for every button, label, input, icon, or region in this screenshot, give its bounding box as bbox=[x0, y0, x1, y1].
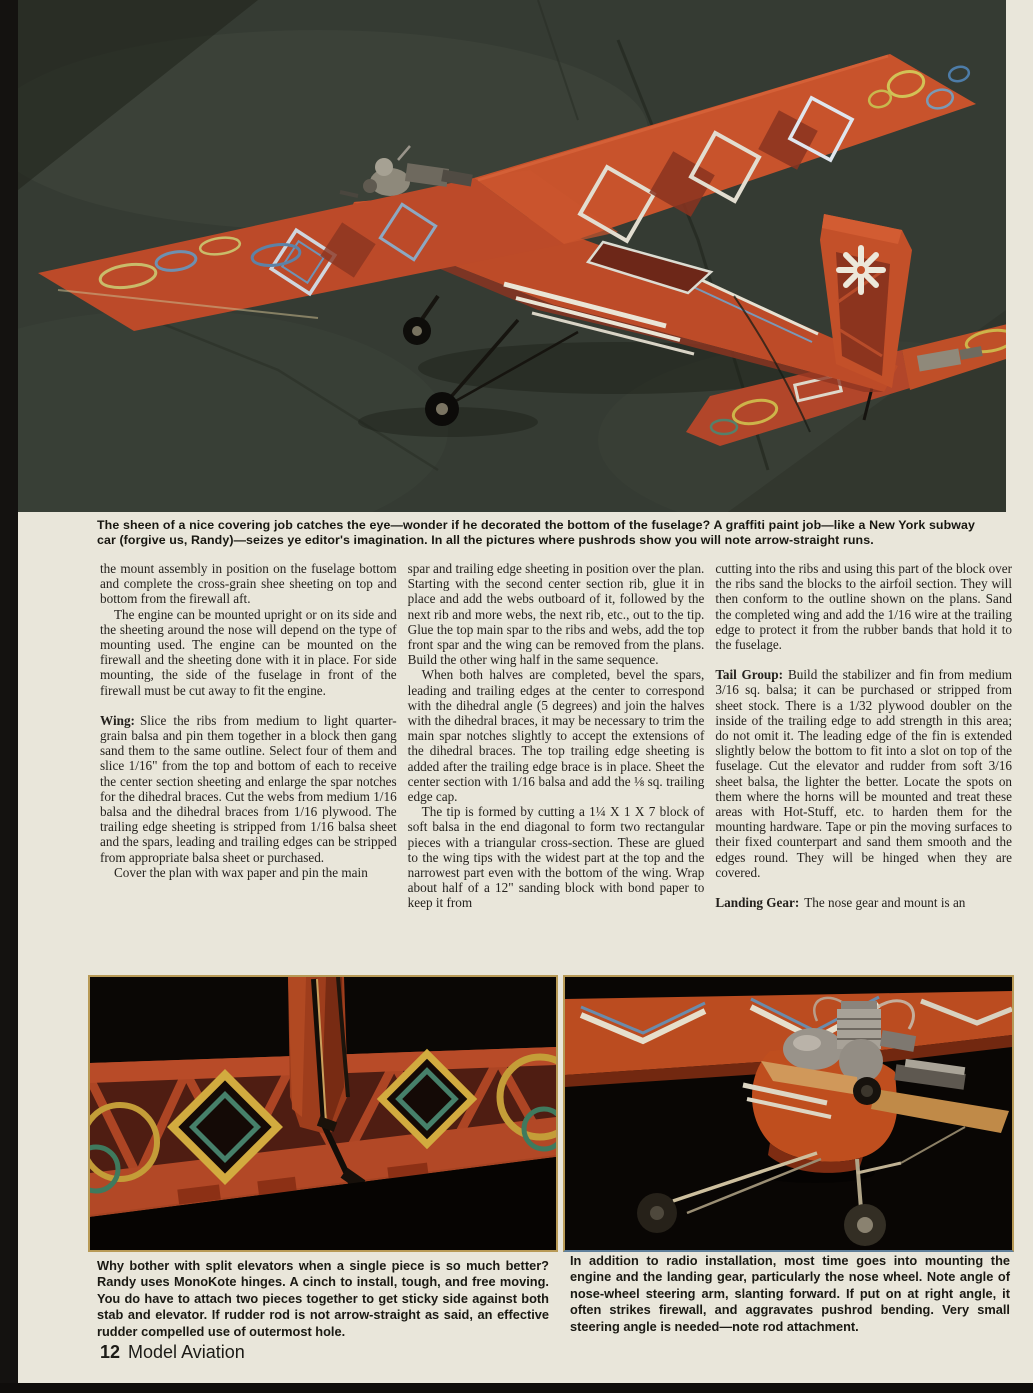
section-lead: Landing Gear: bbox=[715, 895, 800, 911]
scan-edge-bottom bbox=[0, 1383, 1033, 1393]
magazine-title: Model Aviation bbox=[128, 1342, 245, 1362]
article-column-1 bbox=[100, 561, 397, 911]
tail-closeup-illustration bbox=[90, 977, 556, 1250]
paragraph bbox=[408, 667, 705, 804]
paragraph-text: The tip is formed by cutting a 1¼ X 1 X 7 block of soft balsa in the end diagonal to form two rectangular pieces with a triangular cross-section. These are glued to the wing tips with the widest part at the top and the narrowest part even with the bottom of the wing. Wrap about half of a 12" sanding block with bond paper to keep it from bbox=[407, 804, 705, 911]
left-photo-caption: Why bother with split elevators when a single piece is so much better? Randy uses MonoKote hinges. A cinch to install, tough, and free moving. You do have to attach two pieces together to get sticky side against both stab and elevator. If rudder rod is not arrow-straight as said, an effective rudder compelled use of outermost hole. bbox=[97, 1258, 549, 1339]
paragraph bbox=[100, 607, 397, 698]
article-body bbox=[100, 561, 1012, 911]
paragraph bbox=[408, 561, 705, 667]
paragraph-text: the mount assembly in position on the fuselage bottom and complete the cross-grain shee sheeting on top and bottom from the firewall aft. bbox=[100, 561, 397, 607]
article-column-3 bbox=[715, 561, 1012, 911]
airplane-photo bbox=[18, 0, 1006, 512]
airplane-illustration bbox=[18, 0, 1006, 512]
section-lead: Wing: bbox=[100, 712, 135, 728]
scan-edge-left bbox=[0, 0, 18, 1393]
top-photo-caption: The sheen of a nice covering job catches the eye—wonder if he decorated the bottom of the fuselage? A graffiti paint job—like a New York subway car (forgive us, Randy)—seizes ye editor's imagination. In all the pictures where pushrods show you will note arrow-straight runs. bbox=[97, 518, 975, 547]
page-number: 12 bbox=[100, 1342, 121, 1362]
paragraph bbox=[408, 804, 705, 910]
paragraph bbox=[100, 865, 397, 880]
paragraph bbox=[715, 561, 1012, 652]
tail-closeup-photo bbox=[88, 975, 558, 1252]
right-photo-caption: In addition to radio installation, most time goes into mounting the engine and the landing gear, particularly the nose wheel. Note angle of nose-wheel steering arm, slanting forward. If put on at right angle, it often strikes firewall, and aggravates pushrod bending. Very small steering angle is needed—note rod attachment. bbox=[570, 1253, 1010, 1334]
page-footer bbox=[100, 1342, 245, 1363]
nose-closeup-illustration bbox=[565, 977, 1012, 1250]
paragraph-text: spar and trailing edge sheeting in position over the plan. Starting with the second center section rib, glue it in place and add the webs outboard of it, followed by the next rib and more webs, the next rib, etc., out to the tip. Glue the top main spar to the ribs and webs, add the top front spar and the wing can be removed from the plans. Build the other wing half in the same sequence. bbox=[407, 561, 705, 668]
paragraph-text: cutting into the ribs and using this part of the block over the ribs sand the blocks to the airfoil section. They will then conform to the outline shown on the plans. Sand the completed wing and add the 1/16 wire at the trailing edge to protect it from the rubber bands that hold it to the fuselage. bbox=[715, 561, 1013, 653]
nose-closeup-photo bbox=[563, 975, 1014, 1252]
paragraph-text: Slice the ribs from medium to light quarter-grain balsa and pin them together in a block then gang sand them to the same outline. Select four of them and slice 1/16" from the top and bottom of each to receive the center section sheeting and enlarge the spar notches for the dihedral braces. Cut the webs from medium 1/16 balsa and the dihedral braces from 1/16 plywood. The trailing edge sheeting is stripped from 1/16 balsa sheet and the spars, leading and trailing edges can be stripped from appropriate balsa sheet or purchased. bbox=[100, 712, 397, 865]
paragraph-text: The engine can be mounted upright or on its side and the sheeting around the nose will depend on the type of mounting used. The engine can be mounted on the firewall and the sheeting done with it in place. For side mounting, the side of the fuselage in front of the firewall must be cut away to fit the engine. bbox=[100, 606, 397, 698]
paragraph-text: When both halves are completed, bevel the spars, leading and trailing edges at the center to correspond with the dihedral angle (5 degrees) and join the halves with the dihedral braces, it may be necessary to trim the main spar notches slightly to accept the extensions of the dihedral braces. The top trailing edge sheeting is added after the trailing edge brace is in place. Sheet the center section with 1/16 balsa and add the ⅛ sq. trailing edge cap. bbox=[407, 667, 705, 805]
paragraph-tail-group-section bbox=[715, 667, 1012, 880]
paragraph-landing-gear-section bbox=[715, 895, 1012, 910]
paragraph-wing-section bbox=[100, 713, 397, 865]
article-column-2 bbox=[408, 561, 705, 911]
paragraph bbox=[100, 561, 397, 607]
paragraph-text: The nose gear and mount is an bbox=[804, 895, 966, 911]
paragraph-text: Build the stabilizer and fin from medium 3/16 sq. balsa; it can be purchased or stripped from sheet stock. There is a 1/32 plywood doubler on the inside of the trailing edge to add strength in this area; do not omit it. The leading edge of the fin is extended slightly below the bottom to fit into a slot on top of the fuselage. Cut the elevator and rudder from soft 3/16 sheet balsa, the lighter the better. Locate the spots on them where the horns will be mounted and treat these areas with Hot-Stuff, etc. to harden them for the mounting hardware. Tape or pin the moving surfaces to their fixed counterpart and sand them smooth and the edges round. They will be hinged when they are covered. bbox=[715, 667, 1013, 880]
paragraph-text: Cover the plan with wax paper and pin the main bbox=[114, 864, 368, 880]
section-lead: Tail Group: bbox=[715, 667, 783, 683]
